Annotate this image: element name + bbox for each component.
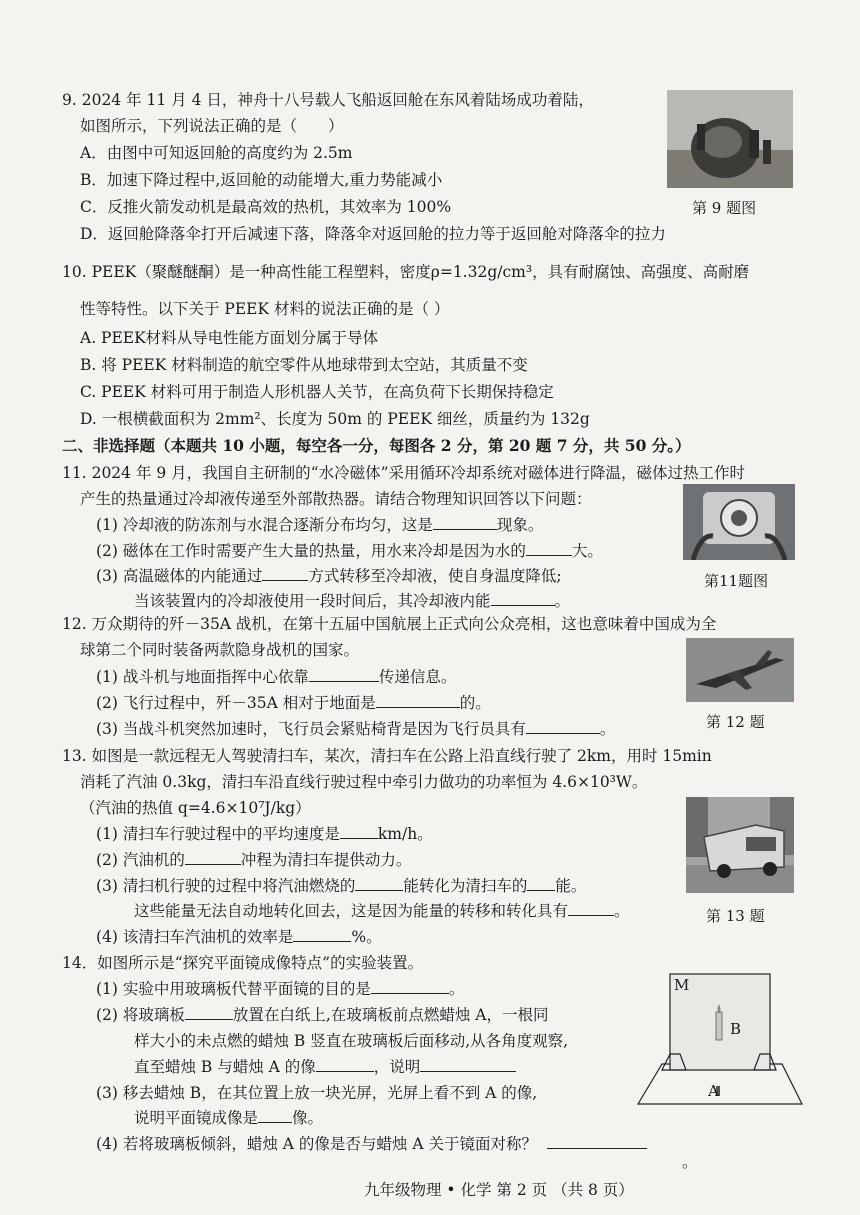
- label-a: A: [708, 1082, 719, 1100]
- q11-part2: [96, 541, 603, 561]
- q11-part3-line2: [134, 591, 570, 611]
- q9-option-a: A．由图中可知返回舱的高度约为 2.5m: [80, 144, 353, 162]
- q10-stem-line1: 10. PEEK（聚醚醚酮）是一种高性能工程塑料，密度ρ=1.32g/cm³，具有耐腐蚀、高强度、高耐磨: [62, 263, 750, 281]
- q9-figure-caption: 第 9 题图: [692, 199, 757, 217]
- q14-part2-mid: 放置在白纸上,在玻璃板前点燃蜡烛 A，一根同: [232, 1006, 549, 1024]
- q14-part4-tail: 。: [682, 1153, 698, 1171]
- q12-blank-3[interactable]: [526, 719, 600, 734]
- q14-part3-text2: 说明平面镜成像是: [134, 1109, 259, 1127]
- q10-option-c: C. PEEK 材料可用于制造人形机器人关节，在高负荷下长期保持稳定: [80, 383, 554, 401]
- label-m: M: [674, 976, 690, 994]
- q14-blank-5[interactable]: [258, 1108, 292, 1123]
- q11-part1: [96, 515, 543, 535]
- q12-figure-caption: 第 12 题: [706, 713, 765, 731]
- q12-part3-tail: 。: [599, 720, 616, 738]
- q11-part3-mid: 方式转移至冷却液，使自身温度降低;: [308, 567, 562, 585]
- q13-blank-2[interactable]: [185, 850, 241, 865]
- q12-blank-1[interactable]: [309, 667, 379, 682]
- q13-stem-line1: 13. 如图是一款远程无人驾驶清扫车，某次，清扫车在公路上沿直线行驶了 2km，用时 15min: [62, 747, 712, 765]
- q12-part1-tail: 传递信息。: [378, 668, 457, 686]
- q13-blank-3[interactable]: [355, 876, 403, 891]
- q14-part4-text: (4) 若将玻璃板倾斜，蜡烛 A 的像是否与蜡烛 A 关于镜面对称？: [96, 1135, 537, 1153]
- q13-part3-tail2: 。: [614, 902, 630, 920]
- q14-blank-2[interactable]: [185, 1005, 233, 1020]
- q12-part1: [96, 667, 456, 687]
- q14-mirror-diagram: [632, 968, 808, 1108]
- q14-part2-text: (2) 将玻璃板: [96, 1006, 185, 1024]
- q13-blank-5[interactable]: [568, 901, 614, 916]
- q12-stem-line2: 球第二个同时装备两款隐身战机的国家。: [80, 641, 360, 659]
- q13-blank-4[interactable]: [527, 876, 555, 891]
- page-footer: 九年级物理 • 化学 第 2 页 （共 8 页）: [364, 1181, 634, 1199]
- q13-blank-6[interactable]: [293, 927, 351, 942]
- q13-part1: [96, 824, 433, 844]
- q10-option-a: A. PEEK材料从导电性能方面划分属于导体: [80, 329, 379, 347]
- q11-part3-text2: 当该装置内的冷却液使用一段时间后，其冷却液内能: [134, 592, 491, 610]
- q13-part3-text2: 这些能量无法自动地转化回去，这是因为能量的转移和转化具有: [134, 902, 569, 920]
- q14-part4: [96, 1134, 647, 1154]
- q14-part3-tail: 像。: [292, 1109, 324, 1127]
- q13-part4-text: (4) 该清扫车汽油机的效率是: [96, 928, 294, 946]
- q10-stem-line2: 性等特性。以下关于 PEEK 材料的说法正确的是（ ）: [80, 300, 450, 318]
- q11-part3-tail: 。: [554, 592, 571, 610]
- q13-part2: [96, 850, 411, 870]
- q11-stem-line1: 11. 2024 年 9 月，我国自主研制的“水冷磁体”采用循环冷却系统对磁体进行降温，磁体过热工作时: [62, 464, 746, 482]
- q12-stem-line1: 12. 万众期待的歼－35A 战机，在第十五届中国航展上正式向公众亮相，这也意味着中国成为全: [62, 615, 717, 633]
- section-2-heading: 二、非选择题（本题共 10 小题，每空各一分，每图各 2 分，第 20 题 7 分，共 50 分。）: [62, 436, 691, 455]
- q14-blank-6[interactable]: [547, 1134, 647, 1149]
- q13-part1-tail: km/h。: [377, 825, 433, 843]
- q12-blank-2[interactable]: [376, 693, 460, 708]
- q13-part4: [96, 927, 382, 947]
- q10-option-b: B. 将 PEEK 材料制造的航空零件从地球带到太空站，其质量不变: [80, 356, 528, 374]
- q10-option-d: D. 一根横截面积为 2mm²、长度为 50m 的 PEEK 细丝，质量约为 132g: [80, 410, 590, 428]
- q11-part1-tail: 现象。: [496, 516, 544, 534]
- q14-part3-line2: [134, 1108, 323, 1128]
- q13-sweeper-photo: [686, 797, 794, 893]
- candle-b: [716, 1012, 722, 1040]
- q14-blank-1[interactable]: [371, 979, 449, 994]
- q13-stem-line2: 消耗了汽油 0.3kg，清扫车沿直线行驶过程中牵引力做功的功率恒为 4.6×10³W。: [80, 773, 648, 791]
- q9-option-c: C．反推火箭发动机是最高效的热机，其效率为 100%: [80, 198, 452, 216]
- label-b: B: [730, 1020, 742, 1038]
- q11-stem-line2: 产生的热量通过冷却液传递至外部散热器。请结合物理知识回答以下问题：: [80, 490, 592, 508]
- q12-part3: [96, 719, 615, 739]
- q13-part3-mid: 能转化为清扫车的: [403, 877, 528, 895]
- q9-stem-line1: 9. 2024 年 11 月 4 日，神舟十八号载人飞船返回舱在东风着陆场成功着陆，: [62, 91, 594, 109]
- q9-capsule-photo: [667, 90, 793, 188]
- q11-part2-tail: 大。: [571, 542, 603, 560]
- q14-part2: [96, 1005, 548, 1025]
- q13-part1-text: (1) 清扫车行驶过程中的平均速度是: [96, 825, 340, 843]
- q9-option-d: D．返回舱降落伞打开后减速下落，降落伞对返回舱的拉力等于返回舱对降落伞的拉力: [80, 225, 666, 243]
- q13-part3-line2: [134, 901, 630, 921]
- q11-part3: [96, 566, 562, 586]
- q14-stem: 14．如图所示是“探究平面镜成像特点”的实验装置。: [62, 954, 424, 972]
- q13-part3-tail: 能。: [555, 877, 587, 895]
- q11-blank-2[interactable]: [526, 541, 572, 556]
- q14-part3: (3) 移去蜡烛 B，在其位置上放一块光屏，光屏上看不到 A 的像,: [96, 1084, 538, 1102]
- q14-part1-tail: 。: [448, 980, 465, 998]
- q14-part2-line2: 样大小的未点燃的蜡烛 B 竖直在玻璃板后面移动,从各角度观察,: [134, 1032, 569, 1050]
- q13-blank-1[interactable]: [340, 824, 378, 839]
- q14-part2-text3: 直至蜡烛 B 与蜡烛 A 的像: [134, 1058, 316, 1076]
- q13-figure-caption: 第 13 题: [706, 907, 765, 925]
- q13-part3-text: (3) 清扫机行驶的过程中将汽油燃烧的: [96, 877, 356, 895]
- q11-blank-3[interactable]: [262, 566, 308, 581]
- q13-part2-text: (2) 汽油机的: [96, 851, 185, 869]
- q12-part2-tail: 的。: [459, 694, 491, 712]
- q11-blank-1[interactable]: [433, 515, 497, 530]
- q12-part3-text: (3) 当战斗机突然加速时，飞行员会紧贴椅背是因为飞行员具有: [96, 720, 526, 738]
- q14-part1: [96, 979, 464, 999]
- q11-figure-caption: 第11题图: [704, 572, 769, 590]
- q13-part3: [96, 876, 586, 896]
- q14-part2-line3: [134, 1057, 516, 1077]
- q9-stem-line2: 如图所示，下列说法正确的是（ ）: [80, 117, 344, 135]
- q12-jet-photo: [686, 638, 794, 702]
- q14-part1-text: (1) 实验中用玻璃板代替平面镜的目的是: [96, 980, 371, 998]
- q11-magnet-photo: [683, 484, 795, 560]
- q11-part1-text: (1) 冷却液的防冻剂与水混合逐渐分布均匀，这是: [96, 516, 433, 534]
- q14-part2-mid3: ，说明: [373, 1058, 421, 1076]
- q14-blank-4[interactable]: [420, 1057, 516, 1072]
- q13-part4-tail: %。: [351, 928, 382, 946]
- q13-stem-line3: （汽油的热值 q=4.6×10⁷J/kg）: [80, 799, 311, 817]
- q12-part2-text: (2) 飞行过程中，歼－35A 相对于地面是: [96, 694, 376, 712]
- q11-part3-text: (3) 高温磁体的内能通过: [96, 567, 263, 585]
- q12-part2: [96, 693, 491, 713]
- q12-part1-text: (1) 战斗机与地面指挥中心依靠: [96, 668, 309, 686]
- q9-option-b: B．加速下降过程中,返回舱的动能增大,重力势能减小: [80, 171, 443, 189]
- q11-part2-text: (2) 磁体在工作时需要产生大量的热量，用水来冷却是因为水的: [96, 542, 526, 560]
- q14-blank-3[interactable]: [316, 1057, 374, 1072]
- q13-part2-tail: 冲程为清扫车提供动力。: [240, 851, 412, 869]
- q11-blank-4[interactable]: [491, 591, 555, 606]
